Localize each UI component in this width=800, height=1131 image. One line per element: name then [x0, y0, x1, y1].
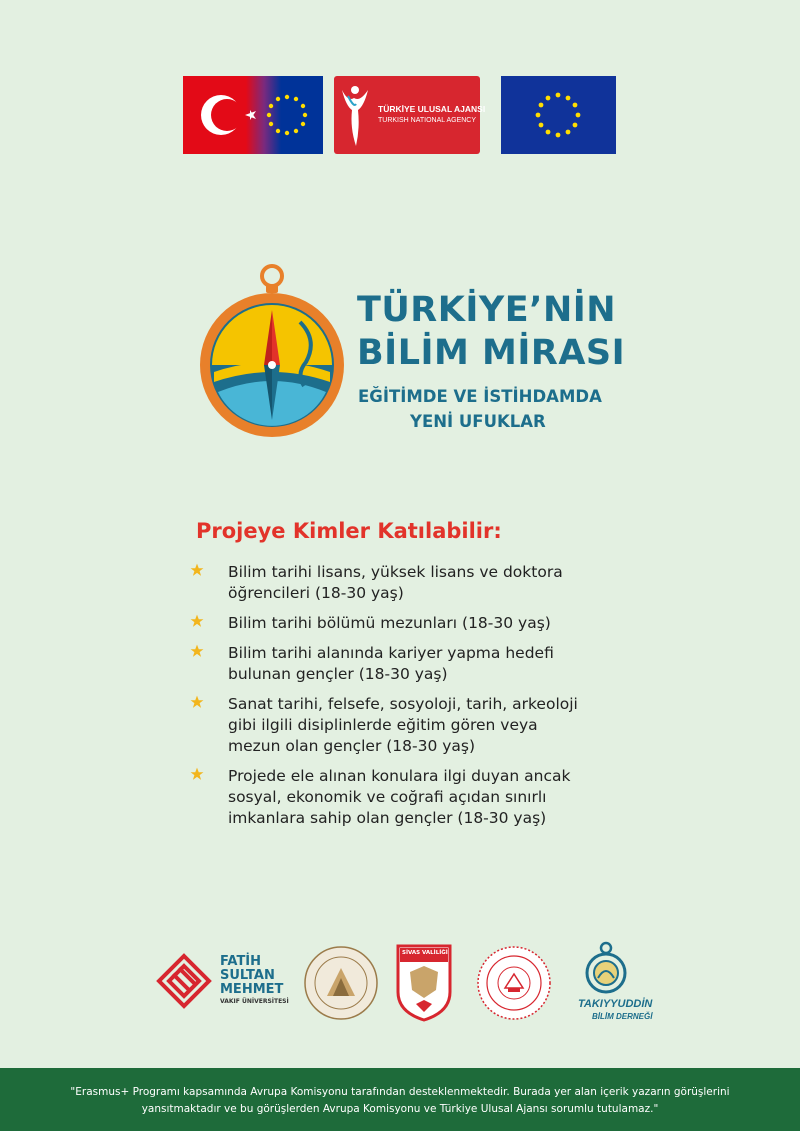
list-item: [190, 613, 640, 634]
takiyyuddin-name-line2: BİLİM DERNEĞİ: [592, 1012, 653, 1021]
list-item: [190, 643, 640, 685]
list-item: [190, 694, 640, 757]
list-item-text: Bilim tarihi bölümü mezunları (18-30 yaş): [228, 614, 551, 632]
star-icon: [190, 563, 204, 577]
list-item: [190, 562, 640, 604]
turkey-eu-flag-icon: [183, 76, 323, 154]
takiyyuddin-logo-icon: [584, 940, 628, 996]
star-icon: [190, 767, 204, 781]
national-agency-name: TÜRKİYE ULUSAL AJANSI: [378, 104, 486, 114]
top-logo-strip: [0, 76, 800, 154]
turkey-eu-flag-logo: [183, 76, 323, 154]
eu-flag-logo: [501, 76, 616, 154]
star-icon: [190, 644, 204, 658]
fsm-name-line2: SULTAN: [220, 968, 275, 983]
sivas-name: SİVAS VALİLİĞİ: [402, 950, 448, 956]
fsm-name-line3: MEHMET: [220, 982, 284, 997]
turkish-national-agency-logo: [334, 76, 486, 154]
eligibility-list: [190, 562, 640, 838]
project-title-line2: BİLİM MİRASI: [357, 333, 626, 373]
national-agency-name-en: TURKISH NATIONAL AGENCY: [378, 117, 477, 124]
eu-stars-icon: [501, 76, 616, 154]
fsm-university-icon: [155, 952, 213, 1010]
takiyyuddin-name-line1: TAKIYYUDDİN: [578, 998, 653, 1010]
list-item-text: Sanat tarihi, felsefe, sosyoloji, tarih, arkeoloji gibi ilgili disiplinlerde eğitim gören veya mezun olan gençler (18-30 yaş): [228, 695, 578, 755]
compass-logo-icon: [200, 262, 350, 437]
ministry-education-seal-icon: [475, 944, 553, 1022]
list-item: [190, 766, 640, 829]
project-subtitle-line2: YENİ UFUKLAR: [410, 412, 546, 431]
list-item-text: Bilim tarihi alanında kariyer yapma hedefi bulunan gençler (18-30 yaş): [228, 644, 554, 683]
star-icon: [190, 695, 204, 709]
partner-logo-strip: [0, 940, 800, 1030]
fsm-name-line1: FATİH: [220, 954, 262, 969]
footer-disclaimer-bar: [0, 1068, 800, 1131]
national-agency-figure-icon: [334, 76, 378, 154]
project-subtitle-line1: EĞİTİMDE VE İSTİHDAMDA: [358, 387, 602, 406]
institute-seal-icon: [302, 944, 380, 1022]
list-item-text: Bilim tarihi lisans, yüksek lisans ve doktora öğrencileri (18-30 yaş): [228, 563, 563, 602]
fsm-name-line4: VAKIF ÜNİVERSİTESİ: [220, 998, 289, 1005]
eligibility-heading: Projeye Kimler Katılabilir:: [196, 519, 502, 543]
star-icon: [190, 614, 204, 628]
footer-disclaimer-text: "Erasmus+ Programı kapsamında Avrupa Komisyonu tarafından desteklenmektedir. Burada yer alan içerik yazarın görüşlerini yansıtmaktadır ve bu görüşlerden Avrupa Komisyonu ve Türkiye Ulusal Ajansı sorumlu tutulamaz.": [70, 1086, 730, 1115]
list-item-text: Projede ele alınan konulara ilgi duyan ancak sosyal, ekonomik ve coğrafi açıdan sınırlı imkanlara sahip olan gençler (18-30 yaş): [228, 767, 571, 827]
project-title-line1: TÜRKİYE’NİN: [357, 290, 617, 330]
